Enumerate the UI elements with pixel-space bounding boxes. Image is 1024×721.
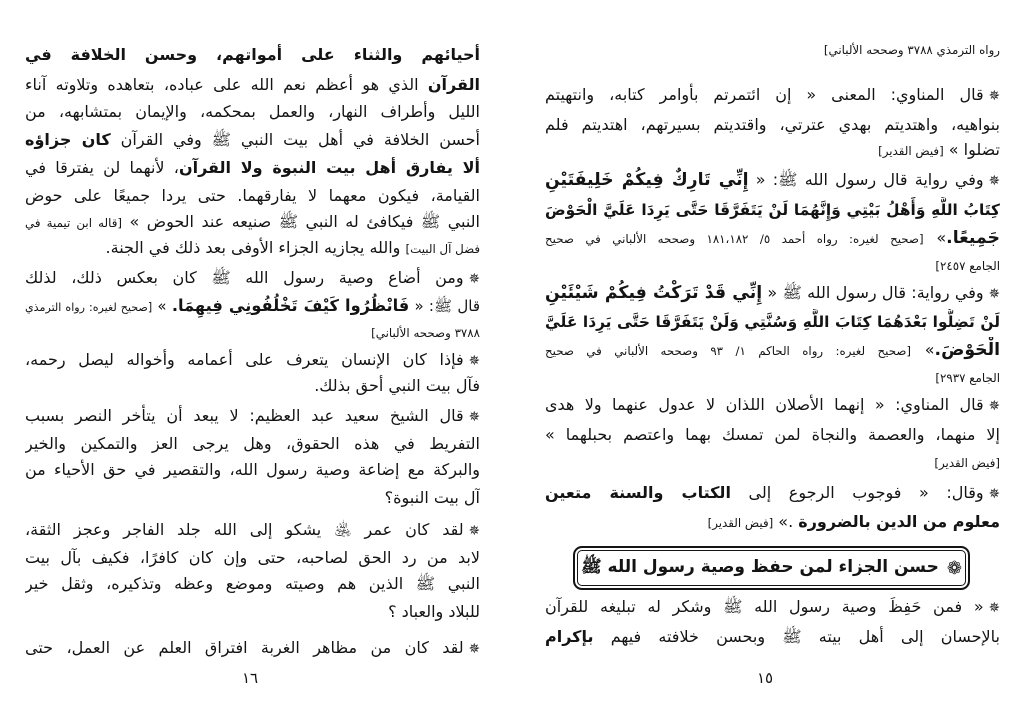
star-bullet-icon: ✵	[988, 88, 1000, 104]
text-run: التفريط في هذه الحقوق، وهل يرجى العز والتمكين والخير	[25, 434, 480, 453]
flower-ornament-icon: ❁	[946, 557, 962, 579]
text-run: بنواهيه، واهتديتم بهدي عترتي، واقتديتم بسيرتهم، اهتديتم فلم	[545, 115, 1000, 134]
text-line	[25, 235, 480, 261]
text-line	[545, 509, 1000, 535]
text-run: قال الشيخ سعيد عبد العظيم: لا يبعد أن يتأخر النصر بسبب	[25, 406, 464, 425]
citation: [صحيح لغيره: رواه الترمذي	[25, 301, 153, 314]
text-line	[545, 392, 1000, 418]
star-bullet-icon: ✵	[468, 353, 480, 369]
text-run: والله يجازيه الجزاء الأوفى بعد ذلك في الجنة.	[105, 238, 406, 257]
text-run: قال المناوي: « إنهما الأصلان اللذان لا عدول عنهما ولا هدى	[545, 395, 984, 414]
text-run: النبي ﷺ الذين هم وصيته وموضع وعظه وتذكيره، وثقل خير	[25, 574, 480, 593]
page-number: ١٥	[756, 669, 774, 687]
text-line	[25, 457, 480, 483]
section-heading: حسن الجزاء لمن حفظ وصية رسول الله ﷺ	[581, 556, 939, 577]
text-line	[25, 485, 480, 511]
bold-text: بإكرام	[545, 627, 594, 646]
star-bullet-icon: ✵	[468, 523, 480, 539]
star-bullet-icon: ✵	[468, 641, 480, 657]
text-line	[545, 197, 1000, 223]
text-line	[545, 252, 1000, 278]
text-line	[545, 36, 1000, 62]
text-run: وفي رواية قال رسول الله ﷺ: «	[748, 170, 984, 189]
citation: [فيض القدير]	[878, 144, 944, 158]
text-line	[25, 347, 480, 373]
text-line	[545, 449, 1000, 475]
text-line	[545, 225, 1000, 251]
citation: ٣٧٨٨ وصححه الألباني]	[371, 326, 480, 340]
text-run: لقد كان من مظاهر الغربة افتراق العلم عن العمل، حتى	[25, 638, 464, 657]
text-line	[25, 42, 480, 68]
text-run: لقد كان عمر ﵁ يشكو إلى الله جلد الفاجر وعجز الثقة،	[25, 520, 464, 539]
text-run: القيامة، فيكون معهما لا يفارقهما. حتى يردا جميعًا على حوض	[25, 186, 480, 205]
text-line	[545, 112, 1000, 138]
text-line	[25, 403, 480, 429]
text-line	[545, 82, 1000, 108]
text-line	[545, 137, 1000, 163]
text-line	[545, 167, 1000, 193]
text-run: والبركة مع إضاعة وصية رسول الله، والتقصير في حق الأحياء من	[25, 460, 480, 479]
text-run: النبي ﷺ فيكافئ له النبي ﷺ صنيعه عند الحوض »	[121, 212, 480, 231]
text-run: الليل وأطراف النهار، والعمل بمحكمه، والإيمان بمتشابهه، من	[25, 102, 480, 121]
hadith-text: فَانْظُرُوا كَيْفَ تَخْلُفُونِي فِيهِمَا.	[171, 296, 410, 315]
citation: [فيض القدير]	[707, 516, 774, 530]
text-run: تضلوا »	[943, 140, 1000, 159]
bold-text: أحيائهم والثناء على أمواتهم، وحسن الخلافة في	[25, 45, 480, 64]
text-line	[25, 99, 480, 125]
text-line	[25, 319, 480, 345]
text-line	[545, 364, 1000, 390]
citation: الجامع ٢٤٥٧]	[935, 259, 1000, 273]
star-bullet-icon: ✵	[988, 286, 1000, 302]
text-run: وقال: « فوجوب الرجوع إلى	[730, 483, 984, 502]
text-line	[545, 480, 1000, 506]
text-line	[25, 127, 480, 153]
text-line	[545, 280, 1000, 306]
star-bullet-icon: ✵	[988, 398, 1000, 414]
text-line	[545, 337, 1000, 363]
text-run: فإذا كان الإنسان يتعرف على أعمامه وأخواله ليصل رحمه،	[25, 350, 464, 369]
text-run: قال ﷺ: «	[409, 297, 480, 315]
citation: رواه الترمذي ٣٧٨٨ وصححه الألباني]	[823, 43, 1000, 57]
text-line	[545, 594, 1000, 620]
text-line	[25, 265, 480, 291]
text-line	[25, 183, 480, 209]
text-run: للبلاد والعباد ؟	[388, 602, 480, 621]
hadith-text: كِتَابُ اللَّهِ وَأَهْلُ بَيْتِي وَإِنَّهُمَا لَنْ يَتَفَرَّقَا حَتَّى يَرِدَا عَلَيَّ الْحَوْضَ	[545, 201, 1000, 219]
text-run: « فمن حَفِظَ وصية رسول الله ﷺ وشكر له تبليغه للقرآن	[545, 597, 984, 616]
text-run: .»	[773, 512, 799, 531]
star-bullet-icon: ✵	[988, 600, 1000, 616]
hadith-text: الْحَوْضَ.	[934, 340, 1000, 360]
text-line	[25, 635, 480, 661]
star-bullet-icon: ✵	[468, 409, 480, 425]
text-line	[25, 293, 480, 319]
text-line	[25, 599, 480, 625]
text-run: أحسن الخلافة في أهل بيت النبي ﷺ وفي القرآن	[110, 130, 480, 149]
text-line	[25, 373, 480, 399]
page-number: ١٦	[241, 669, 259, 687]
hadith-text: إِنِّي قَدْ تَرَكْتُ فِيكُمْ شَيْئَيْنِ	[545, 283, 763, 303]
text-run: فآل بيت النبي أحق بذلك.	[314, 376, 480, 395]
text-run: ومن أضاع وصية رسول الله ﷺ كان بعكس ذلك، لذلك	[25, 268, 464, 287]
bold-text: معلوم من الدين بالضرورة	[798, 512, 1000, 531]
bold-text: ألا يفارق أهل بيت النبوة ولا القرآن	[178, 158, 480, 177]
text-line	[25, 571, 480, 597]
text-line	[25, 209, 480, 235]
text-run: »	[923, 228, 947, 247]
bold-text: كان جزاؤه	[25, 130, 111, 149]
star-bullet-icon: ✵	[988, 173, 1000, 189]
text-line	[25, 72, 480, 98]
hadith-text: لَنْ تَضِلُّوا بَعْدَهُمَا كِتَابَ اللَّهِ وَسُنَّتِي وَلَنْ يَتَفَرَّقَا حَتَّى يَرِدَا عَلَيَّ	[545, 313, 1000, 331]
text-run: بالإحسان إلى أهل بيته ﷺ وبحسن خلافته فيهم	[593, 627, 1000, 646]
text-line	[545, 422, 1000, 448]
text-run: وفي رواية: قال رسول الله ﷺ «	[762, 283, 984, 302]
citation: [قاله ابن تيمية في	[25, 216, 122, 230]
text-line	[25, 155, 480, 181]
star-bullet-icon: ✵	[468, 271, 480, 287]
section-heading-box	[573, 546, 970, 590]
text-line	[545, 624, 1000, 650]
text-run: »	[911, 340, 935, 359]
citation: [فيض القدير]	[934, 456, 1000, 470]
text-line	[25, 545, 480, 571]
text-line	[545, 309, 1000, 335]
hadith-text: جَمِيعًا.	[946, 228, 1000, 248]
text-run: آل بيت النبوة؟	[384, 488, 480, 507]
text-run: قال المناوي: المعنى « إن ائتمرتم بأوامر كتابه، وانتهيتم	[545, 85, 984, 104]
hadith-text: إِنِّي تَارِكٌ فِيكُمْ خَلِيفَتَيْنِ	[545, 170, 749, 190]
bold-text: القرآن	[427, 75, 480, 94]
text-run: »	[152, 297, 172, 315]
text-run: ، لأنهما لن يفترقا في	[25, 158, 179, 177]
right-page	[512, 0, 1024, 721]
citation: [صحيح لغيره: رواه أحمد ٥/ ١٨١،١٨٢ وصححه الألباني في صحيح	[545, 232, 924, 246]
citation: فضل آل البيت]	[405, 242, 480, 256]
text-line	[25, 431, 480, 457]
text-run: الذي هو أعظم نعم الله على عباده، بتعاهده وتلاوته آناء	[25, 75, 428, 94]
bold-text: الكتاب والسنة متعين	[545, 483, 731, 502]
citation: [صحيح لغيره: رواه الحاكم ١/ ٩٣ وصححه الألباني في صحيح	[545, 344, 912, 358]
text-line	[25, 517, 480, 543]
star-bullet-icon: ✵	[988, 486, 1000, 502]
citation: الجامع ٢٩٣٧]	[935, 371, 1000, 385]
text-run: لابد من رد الحق لصاحبه، حتى وإن كان كافرًا، فكيف بآل بيت	[25, 548, 480, 567]
text-run: إلا منهما، والعصمة والنجاة لمن تمسك بهما واعتصم بحبلهما »	[545, 425, 1000, 444]
